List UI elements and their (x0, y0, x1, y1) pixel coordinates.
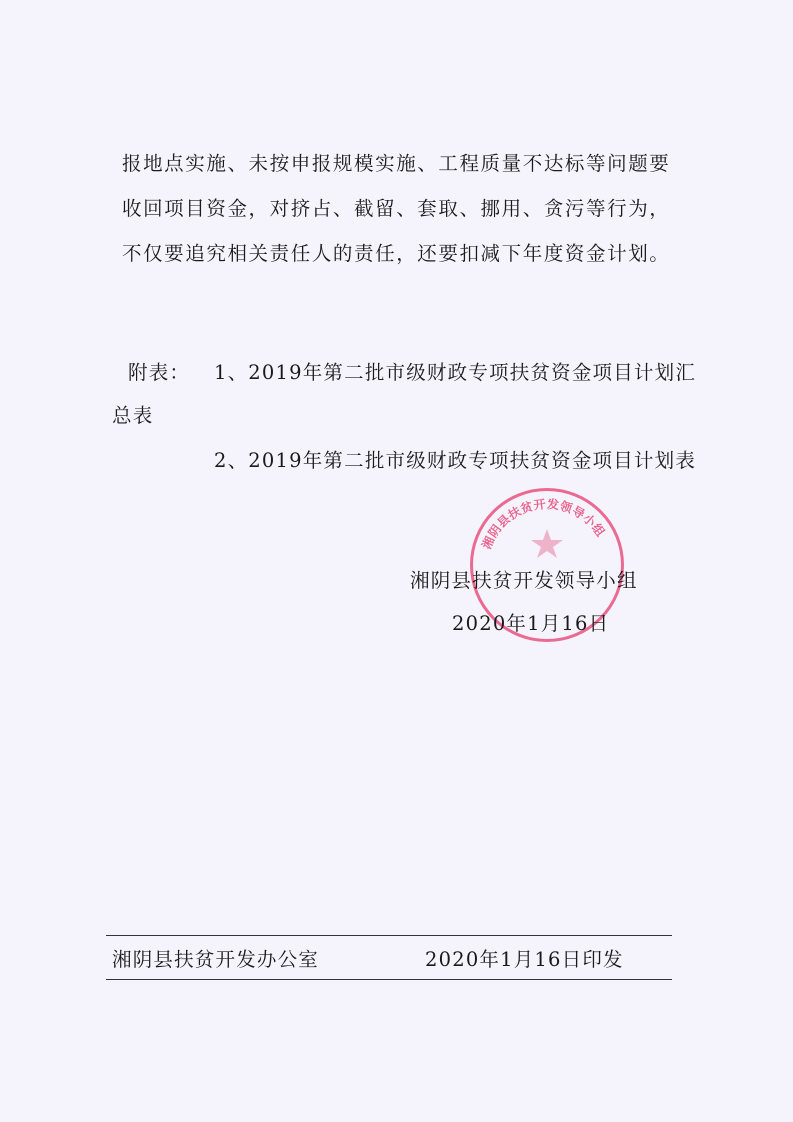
footer-bottom-rule (106, 979, 672, 980)
attachment-item-1-continued: 总表 (112, 404, 154, 427)
signature-org: 湘阴县扶贫开发领导小组 (410, 569, 638, 592)
attachments-label: 附表： (128, 361, 191, 384)
seal-star-icon (531, 529, 563, 558)
signature-date: 2020年1月16日 (452, 612, 610, 635)
body-line-3: 不仅要追究相关责任人的责任，还要扣减下年度资金计划。 (122, 242, 670, 265)
body-line-2: 收回项目资金，对挤占、截留、套取、挪用、贪污等行为， (122, 197, 670, 220)
seal-text: 湘阴县扶贫开发领导小组 (479, 497, 608, 552)
footer-issue-date: 2020年1月16日印发 (425, 948, 624, 971)
attachment-item-1: 1、2019年第二批市级财政专项扶贫资金项目计划汇 (214, 361, 697, 384)
footer-issuer: 湘阴县扶贫开发办公室 (112, 948, 320, 971)
footer-top-rule (106, 935, 672, 936)
body-line-1: 报地点实施、未按申报规模实施、工程质量不达标等问题要 (122, 152, 670, 175)
attachment-item-2: 2、2019年第二批市级财政专项扶贫资金项目计划表 (214, 449, 697, 472)
